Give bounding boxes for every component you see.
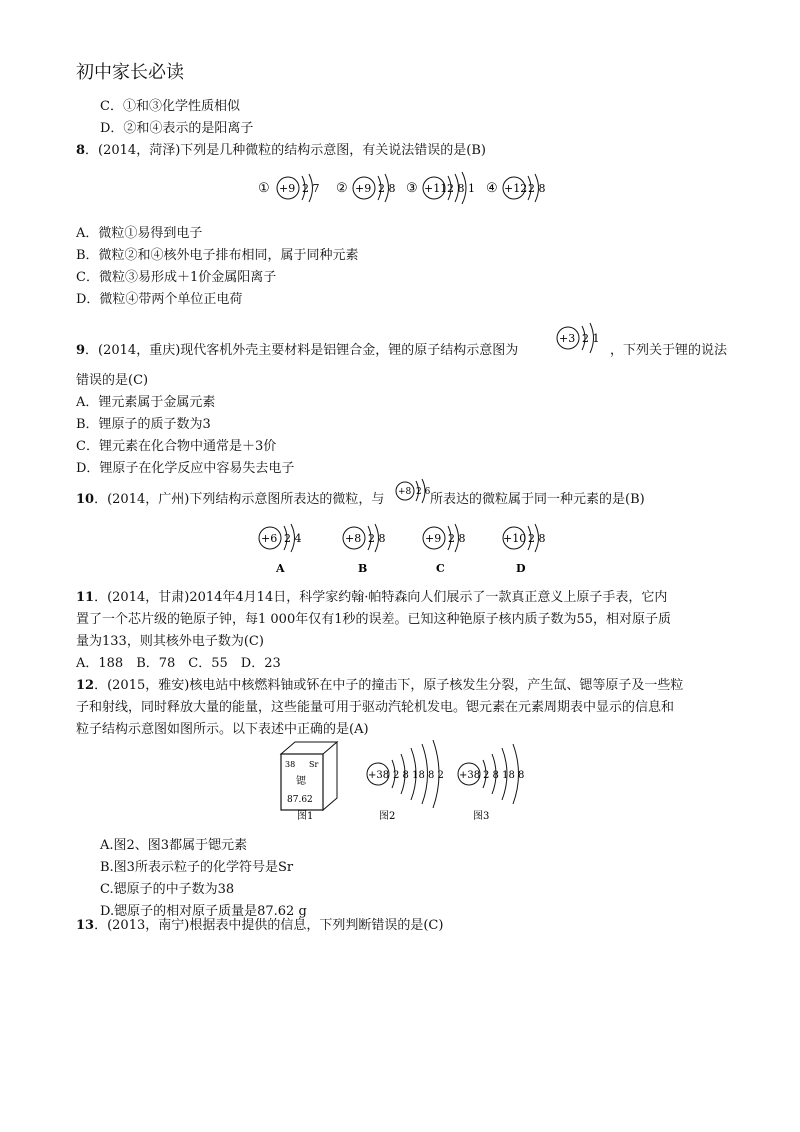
q8-option-c: C．微粒③易形成＋1价金属阳离子: [76, 270, 277, 285]
shell-electrons: 2 8 18 8 2: [393, 770, 444, 781]
option-label: D: [516, 562, 526, 575]
element-symbol: Sr: [309, 760, 319, 769]
q9-lithium-diagram: [552, 318, 608, 362]
q7-option-c: C．①和③化学性质相似: [100, 99, 240, 114]
nucleus-charge: +9: [279, 182, 296, 195]
shell-electrons: 2 8: [528, 532, 546, 545]
q11-number: 11: [76, 590, 95, 605]
element-name: 锶: [296, 776, 306, 787]
shell-electrons: 2 8: [378, 182, 396, 195]
q8-diagram-3: [406, 172, 475, 204]
q10-number: 10: [76, 492, 95, 507]
q13-text: ．(2013，南宁)根据表中提供的信息，下列判断错误的是(C): [94, 918, 444, 933]
figure-caption: 图2: [379, 811, 396, 822]
q10-option-d: [503, 524, 546, 575]
q10-option-c: [423, 524, 466, 575]
q13-stem: [76, 917, 443, 935]
q8-option-d: D．微粒④带两个单位正电荷: [76, 292, 243, 307]
page-header: 初中家长必读: [76, 62, 184, 83]
q12-line-1: [76, 677, 683, 695]
nucleus-charge: +9: [425, 532, 442, 545]
q8-diagram-4: [486, 174, 546, 202]
nucleus-charge: +6: [261, 532, 278, 545]
option-label: B: [358, 562, 368, 575]
q10-reference-diagram: [392, 478, 432, 510]
q12-figure-3: [458, 744, 524, 822]
figure-caption: 图3: [473, 811, 490, 822]
shell-electrons: 2 8: [528, 182, 546, 195]
shell-electrons: 2 8 1: [447, 182, 475, 195]
q8-diagram-1: [258, 174, 320, 202]
nucleus-charge: +8: [345, 532, 362, 545]
shell-electrons: 2 7: [302, 182, 320, 195]
q8-text: ．(2014，菏泽)下列是几种微粒的结构示意图，有关说法错误的是(B): [85, 143, 486, 158]
q10-option-a: [259, 524, 302, 575]
q8-stem: [76, 142, 486, 160]
shell-electrons: 2 8: [448, 532, 466, 545]
q9-option-d: D．锂原子在化学反应中容易失去电子: [76, 461, 295, 476]
q9-tail: ，下列关于锂的说法: [610, 343, 728, 358]
q8-option-a: A．微粒①易得到电子: [76, 226, 203, 241]
q9-option-c: C．锂元素在化合物中通常是＋3价: [76, 439, 277, 454]
nucleus-charge: +10: [503, 532, 527, 545]
q7-option-d: D．②和④表示的是阳离子: [100, 121, 254, 136]
q11-options: A．188 B．78 C．55 D．23: [76, 656, 281, 671]
q9-text: ．(2014，重庆)现代客机外壳主要材料是铝锂合金，锂的原子结构示意图为: [85, 343, 519, 358]
q8-diagram-label: ①: [258, 181, 270, 196]
shell-electrons: 2 8 18 8: [483, 770, 525, 781]
q10-tail: 所表达的微粒属于同一种元素的是(B): [430, 492, 645, 507]
q9-continued: 错误的是(C): [76, 373, 149, 388]
q12-figures: [275, 740, 535, 822]
q12-option-a: A.图2、图3都属于锶元素: [100, 838, 248, 853]
q12-option-d: D.锶原子的相对原子质量是87.62 g: [100, 904, 307, 919]
shell-electrons: 2 4: [284, 532, 302, 545]
nucleus-charge: +12: [504, 182, 528, 195]
nucleus-charge: +11: [424, 182, 448, 195]
q10-options: [250, 520, 560, 580]
nucleus-charge: +3: [559, 332, 576, 345]
q12-option-b: B.图3所表示粒子的化学符号是Sr: [100, 860, 294, 875]
nucleus-charge: +38: [368, 770, 390, 781]
nucleus-charge: +9: [355, 182, 372, 195]
q11-text-1: ．(2014，甘肃)2014年4月14日，科学家约翰·帕特森向人们展示了一款真正意义上原子手表，它内: [94, 590, 668, 605]
q13-number: 13: [76, 918, 95, 933]
atomic-number: 38: [285, 760, 296, 769]
option-label: A: [276, 562, 285, 575]
q9-number: 9: [76, 343, 86, 358]
atomic-mass: 87.62: [287, 795, 313, 805]
nucleus-charge: +8: [398, 487, 412, 497]
q12-figure-1: [281, 742, 337, 822]
q12-number: 12: [76, 678, 95, 693]
q8-diagram-label: ③: [406, 181, 418, 196]
q8-option-b: B．微粒②和④核外电子排布相同，属于同种元素: [76, 248, 359, 263]
q12-line-3: 粒子结构示意图如图所示。以下表述中正确的是(A): [76, 722, 369, 737]
figure-caption: 图1: [297, 811, 314, 822]
nucleus-charge: +38: [459, 770, 481, 781]
q12-line-2: 子和射线，同时释放大量的能量，这些能量可用于驱动汽轮机发电。锶元素在元素周期表中显示的信息和: [76, 700, 675, 715]
q12-option-c: C.锶原子的中子数为38: [100, 882, 235, 897]
q8-diagram-label: ④: [486, 181, 498, 196]
q10-option-b: [343, 524, 386, 575]
q8-diagrams: [250, 170, 560, 208]
q9-stem: [76, 342, 518, 360]
q8-number: 8: [76, 143, 86, 158]
q11-line-2: 置了一个芯片级的铯原子钟，每1 000年仅有1秒的误差。已知这种铯原子核内质子数为55，相对原子质: [76, 612, 672, 627]
q9-option-b: B．锂原子的质子数为3: [76, 417, 211, 432]
q10-text: ．(2014，广州)下列结构示意图所表达的微粒，与: [94, 492, 385, 507]
shell-electrons: 2 6: [416, 487, 431, 497]
q8-diagram-2: [336, 174, 396, 202]
q12-figure-2: [367, 740, 444, 822]
q12-text-1: ．(2015，雅安)核电站中核燃料铀或钚在中子的撞击下，原子核发生分裂，产生氙、锶等原子及一些粒: [94, 678, 684, 693]
q10-stem: [76, 491, 384, 509]
option-label: C: [436, 562, 445, 575]
q8-diagram-label: ②: [336, 181, 348, 196]
q11-line-3: 量为133，则其核外电子数为(C): [76, 634, 264, 649]
shell-electrons: 2 8: [368, 532, 386, 545]
q11-line-1: [76, 589, 667, 607]
shell-electrons: 2 1: [582, 332, 600, 345]
q9-option-a: A．锂元素属于金属元素: [76, 395, 216, 410]
